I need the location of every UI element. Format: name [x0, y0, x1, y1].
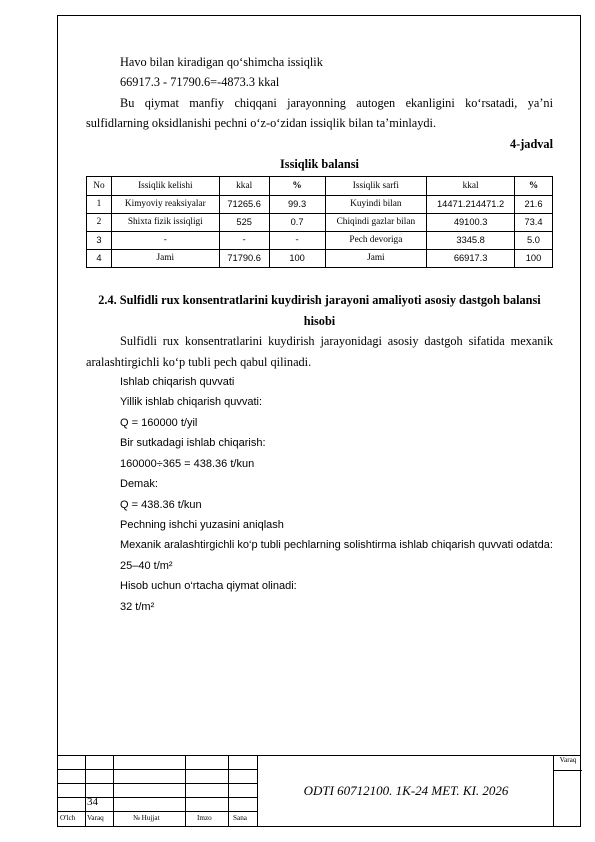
cell: 71265.6	[219, 196, 269, 214]
label-varaq: Varaq	[87, 814, 104, 822]
cell: 2	[87, 214, 112, 232]
line-average-value: 32 t/m²	[120, 600, 155, 613]
header-heat-income: Issiqlik kelishi	[111, 177, 219, 196]
cell: 0.7	[269, 214, 325, 232]
cell: Pech devoriga	[325, 232, 427, 250]
cell: 73.4	[515, 214, 553, 232]
cell: 1	[87, 196, 112, 214]
document-code: ODTI 60712100. 1K-24 MET. KI. 2026	[257, 755, 554, 827]
table-row	[87, 232, 553, 250]
line-daily-production: Bir sutkadagi ishlab chiqarish:	[120, 437, 266, 450]
label-doc-number: № Hujjat	[133, 814, 160, 822]
cell: 99.3	[269, 196, 325, 214]
cell: 100	[515, 250, 553, 268]
line-average: Hisob uchun o‘rtacha qiymat olinadi:	[120, 580, 297, 593]
header-kkal-in: kkal	[219, 177, 269, 196]
cell: Shixta fizik issiqligi	[111, 214, 219, 232]
table-number: 4-jadval	[509, 136, 553, 151]
cell: 66917.3	[427, 250, 515, 268]
header-heat-expense: Issiqlik sarfi	[325, 177, 427, 196]
sheet-box	[553, 755, 582, 827]
label-signature: Imzo	[197, 814, 212, 822]
cell: 3	[87, 232, 112, 250]
line-heat-difference: 66917.3 - 71790.6=-4873.3 kkal	[120, 75, 280, 90]
line-therefore: Demak:	[120, 478, 158, 491]
table-row	[87, 250, 553, 268]
cell: 49100.3	[427, 214, 515, 232]
cell: -	[219, 232, 269, 250]
line-capacity: Ishlab chiqarish quvvati	[120, 376, 235, 389]
title-block	[57, 755, 581, 827]
cell: 3345.8	[427, 232, 515, 250]
label-date: Sana	[233, 814, 247, 822]
cell: Chiqindi gazlar bilan	[325, 214, 427, 232]
cell: Kuyindi bilan	[325, 196, 427, 214]
paragraph-autogen: Bu qiymat manfiy chiqqani jarayonning autogen ekanligini ko‘rsatadi, ya’ni sulfidlarning oksidlanishi pechni o‘z-o‘zidan issiqlik bilan ta’minlaydi.	[86, 95, 553, 131]
line-q-annual: Q = 160000 t/yil	[120, 416, 198, 429]
paragraph-specific-capacity: Mexanik aralashtirgichli ko‘p tubli pechlarning solishtirma ishlab chiqarish quvvati odatda:	[120, 539, 553, 552]
line-annual-capacity: Yillik ishlab chiqarish quvvati:	[120, 396, 263, 409]
header-percent-out: %	[515, 177, 553, 196]
table-title: Issiqlik balansi	[280, 157, 359, 172]
cell: Jami	[325, 250, 427, 268]
cell: 71790.6	[219, 250, 269, 268]
cell: Jami	[111, 250, 219, 268]
line-q-daily: Q = 438.36 t/kun	[120, 498, 202, 511]
cell: -	[269, 232, 325, 250]
cell: -	[111, 232, 219, 250]
line-additional-heat: Havo bilan kiradigan qo‘shimcha issiqlik	[120, 55, 323, 69]
cell: 21.6	[515, 196, 553, 214]
cell: 14471.214471.2	[427, 196, 515, 214]
header-kkal-out: kkal	[427, 177, 515, 196]
label-olch: O'lch	[60, 814, 76, 822]
cell: 100	[269, 250, 325, 268]
page-content	[86, 52, 553, 617]
heat-balance-table	[86, 176, 553, 268]
page-number: 34	[87, 796, 98, 808]
cell: Kimyoviy reaksiyalar	[111, 196, 219, 214]
cell: 5.0	[515, 232, 553, 250]
table-header-row	[87, 177, 553, 196]
line-daily-calc: 160000÷365 = 438.36 t/kun	[120, 457, 255, 470]
section-heading: 2.4. Sulfidli rux konsentratlarini kuydirish jarayoni amaliyoti asosiy dastgoh balansi hisobi	[98, 293, 541, 328]
cell: 525	[219, 214, 269, 232]
sheet-label: Varaq	[554, 756, 582, 771]
cell: 4	[87, 250, 112, 268]
table-row	[87, 214, 553, 232]
header-no: No	[87, 177, 112, 196]
line-work-area: Pechning ishchi yuzasini aniqlash	[120, 518, 284, 531]
table-row	[87, 196, 553, 214]
header-percent-in: %	[269, 177, 325, 196]
line-range: 25–40 t/m²	[120, 559, 173, 572]
paragraph-main-equipment: Sulfidli rux konsentratlarini kuydirish jarayonidagi asosiy dastgoh sifatida mexanik aralashtirgichli ko‘p tubli pech qabul qilinadi.	[86, 334, 553, 369]
